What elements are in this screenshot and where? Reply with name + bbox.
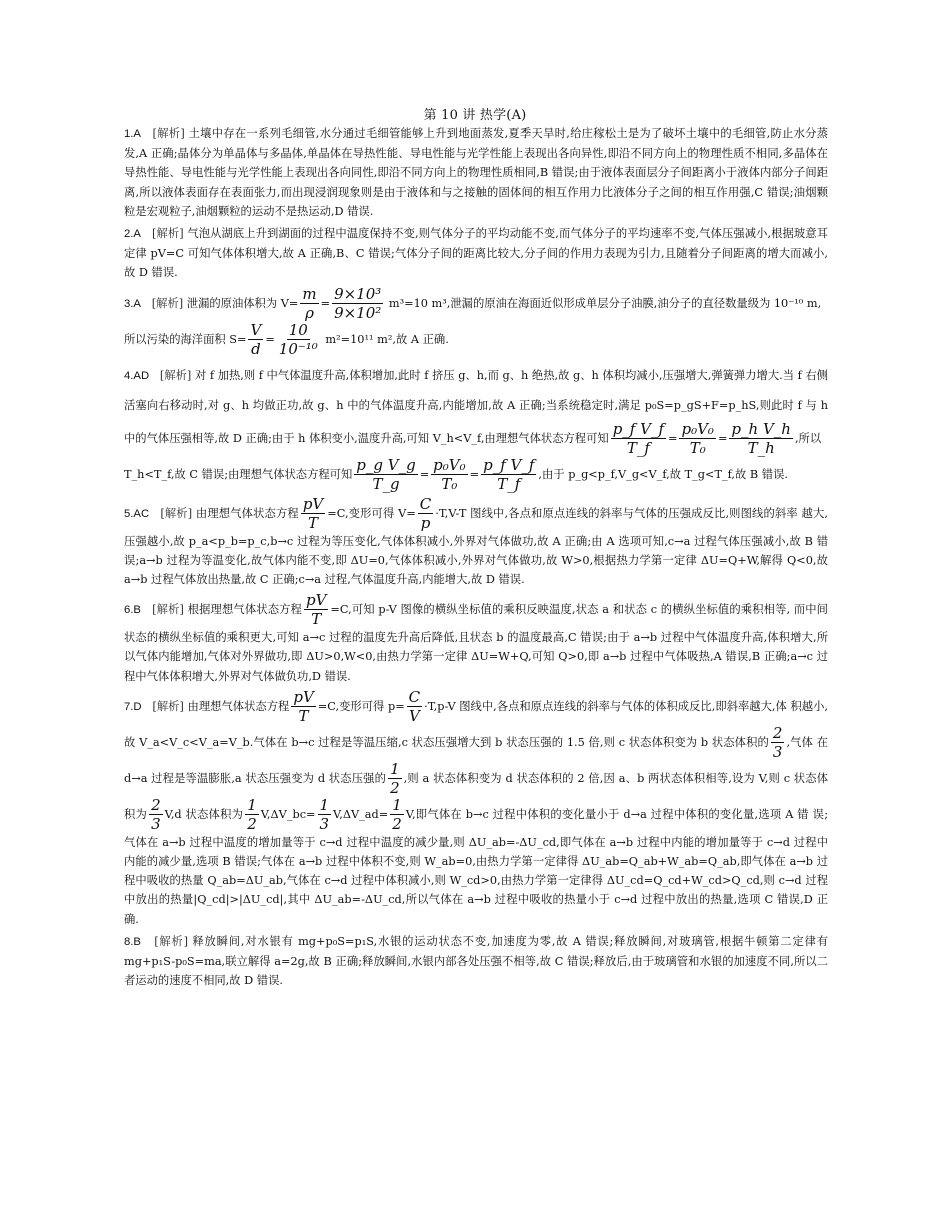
item-text: ,气体 [786,735,813,749]
analysis-tag: [解析] [160,506,193,520]
fraction: $\frac{2}{3}$ [772,723,783,761]
fraction: $\frac{\text{p\_h V\_h}}{T\_h}$ [731,419,791,457]
item-text: 而中间状态的横纵坐标值的乘积更大,可知 a→c 过程的温度先升高后降低,且状态 b 的温度最高,C 错误;由于 a→b 过程中气体温度升高,体积增大,所以气体内能增加,气体对外界做功,即 ΔU>0,W<0,由热力学第一定律 ΔU=W+Q,可知 Q>0,即 a→b 过程中气体吸热,A 错误,B 正确;a→c 过程中气体体积增大,外界对气体做负功,D 错误. [124,603,828,683]
item-text: =C,变形可得 p= [317,699,405,713]
answer-item-8 [124,932,828,991]
item-text: ,由于 p_g<p_f,V_g<V_f,故 T_g<T_f,故 B 错误. [538,467,788,481]
fraction: $\frac{\text{p\_f V\_f}}{T\_f}$ [612,419,665,457]
answer-item-4: 4.AD [解析] 对 f 加热,则 f 中气体温度升高,体积增加,此时 f 挤压 g、h,而 g、h 绝热,故 g、h 体积均减小,压强增大,弹簧弹力增大.当 f 右侧活塞向右移动时,对 g、h 均做正功,故 g、h 中的气体温度升高,内能增加,故 A 正确;当系统稳定时,满足 p₀S=p_gS+F=p_hS,则此时 f 与 h 中的气体压强相等,故 D 正确;由于 h 体积变小,温度升高,可知 V_h<V_f,由理想气体状态方程可知 $\frac{\text{p\_f V\_f}}{T\_f}$ = $\frac{\text{p₀V₀}}{\text{T₀}}$ = $\frac{\text{p\_h V\_h}}{T\_h}$ ,所以 T_h<T_f,故 C 错误;由理想气体状态方程可知 $\frac{\text{p\_g V\_g}}{T\_g}$ = $\frac{\text{p₀V₀}}{\text{T₀}}$ = $\frac{\text{p\_f V\_f}}{T\_f}$ ,由于 p_g<p_f,V_g<V_f,故 T_g<T_f,故 B 错误. [124,368,829,493]
fraction: $\frac{m}{\rho}$ [302,284,317,322]
item-text: T_h<T_f,故 C 错误;由理想气体状态方程可知 [124,467,353,481]
answer-item-3 [124,286,828,358]
item-text: =C,可知 p-V 图像的横纵坐标值的乘积反映温度,状态 a 和状态 c 的横纵坐标值的乘积相等, [330,603,791,617]
item-text: 根据理想气体状态方程 [187,603,302,617]
fraction: $\frac{C}{V}$ [408,687,421,725]
analysis-tag: [解析] [152,227,184,241]
item-text: V,d 状态体积为 [164,807,244,821]
item-text: 对 f 加热,则 f 中气体温度升高,体积增加,此时 f 挤压 g、h,而 g、h 绝热,故 g、h 体积均减小,压强增大,弹簧弹力增大.当 f 右侧活塞向右移动时,对 g、h 均做正功,故 g、h 中的气体温度升高,内能增加,故 A 正确;当系统稳定时,满足 p₀S=p_gS+F=p_hS,则此时 f [124,368,829,412]
item-text: ·T,V-T 图线中,各点和原点连线的斜率与气体的压强成反比,则图线的斜率 [435,506,798,520]
analysis-tag: [解析] [159,368,192,382]
page-title: 第 10 讲 热学(A) [423,108,527,123]
answer-item-7 [124,689,828,929]
item-text: m²=10¹¹ m²,故 A 正确. [321,332,449,346]
item-text: 在 d→a 过程是等温膨胀,a 状态压强变为 d 状态压强的 [124,735,829,785]
fraction: $\frac{1}{2}$ [247,795,257,833]
fraction: $\frac{1}{3}$ [319,795,330,833]
fraction: $\frac{pV}{T}$ [302,494,324,532]
fraction: $\frac{1}{2}$ [390,759,400,797]
item-text: 土壤中存在一系列毛细管,水分通过毛细管能够上升到地面蒸发,夏季天旱时,给庄稼松土是为了破坏土壤中的毛细管,防止水分蒸发,A 正确;晶体分为单晶体与多晶体,单晶体在导热性能、导电性能与光学性能上表现出各向异性,即沿不同方向上的物理性质不相同,多晶体在导热性能、导电性能与光学性能上表现出各向同性,即沿不同方向上的物理性质相同,B 错误;由于液体表面层分子间距离小于液体内部分子间距离,所以液体表面存在表面张力,而出现浸润现象则是由于液体和与之接触的固体间的相互作用力比液体分子之间的相互作用强,C 错误;油烟颗粒是宏观粒子,油烟颗粒的运动不是热运动,D 错误. [124,127,828,218]
item-text: 气泡从湖底上升到湖面的过程中温度保持不变,则气体分子的平均动能不变,而气体分子的平均速率不变,气体压强减小,根据玻意耳定律 pV=C 可知气体体积增大,故 A 正确,B、C 错误;气体分子间的距离比较大,分子间的作用力表现为引力,且随着分子间距离的增大而减小,故 D 错误. [124,227,828,280]
fraction: $\frac{2}{3}$ [151,795,161,833]
item-number: 4.AD [124,369,150,382]
fraction: $\frac{\text{p₀V₀}}{\text{T₀}}$ [681,419,714,457]
item-text: 所以污染的海洋面积 S= [124,332,247,346]
fraction: $\frac{\text{p\_f V\_f}}{T\_f}$ [483,455,535,493]
item-text: 积越小,故 V_a<V_c<V_a=V_b.气体在 b→c 过程是等温压缩,c 状态压强增大到 b 状态压强的 1.5 倍,则 c 状态体积变为 b 状态体积的 [124,699,828,749]
item-number: 1.A [124,128,141,140]
item-number: 3.A [124,297,141,310]
item-text: 误;气体在 a→b 过程中温度的增加量等于 c→d 过程中温度的减少量,则 ΔU_ab=-ΔU_cd,即气体在 a→b 过程中内能的增加量等于 c→d 过程中内能的减少量,选项 B 错误;气体在 a→b 过程中体积不变,则 W_ab=0,由热力学第一定律得 ΔU_ab=Q_ab+W_ab=Q_ab,即气体在 a→b 过程中吸收的热量 Q_ab=ΔU_ab,气体在 c→d 过程中体积减小,则 W_cd>0,由热力学第一定律得 ΔU_cd=Q_cd+W_cd>Q_cd,则 c→d 过程中放出的热量|Q_cd|>|ΔU_cd|,其中 ΔU_ab=-ΔU_cd,所以气体在 a→b 过程中吸收的热量小于 c→d 过程中放出的热量,选项 C 错误,D 正确. [124,807,829,926]
answer-content [124,124,828,993]
item-text: ,则 a 状态体积变为 d 状态体积的 2 倍,因 a、b 两状态体积相等,设为 V,则 c [403,771,791,785]
analysis-tag: [解析] [152,127,185,140]
item-text: 越大,压强越小,故 p_a<p_b=p_c,b→c 过程为等压变化,气体体积减小,外界对气体做功,故 A 正确;由 A 选项可知,c→a 过程气体压强减小,故 B 错误;a→b 过程为等温变化,故气体内能不变,即 ΔU=0,气体体积减小,外界对气体做功,故 W>0,根据热力学第一定律 ΔU=Q+W,解得 Q<0,故 a→b 过程气体放出热量,故 C 正确;c→a 过程,气体温度升高,内能增大,故 D 错误. [124,506,828,587]
analysis-tag: [解析] [152,699,184,713]
item-text: 释放瞬间,对水银有 mg+p₀S=p₁S,水银的运动状态不变,加速度为零,故 A 错误;释放瞬间,对玻璃管,根据牛顿第二定律有 mg+p₁S-p₀S=ma,联立解得 a=2g,故 B 正确;释放瞬间,水银内部各处压强不相等,故 C 错误;释放后,由于玻璃管和水银的加速度不同,所以二者运动的速度不相同,故 D 错误. [124,934,828,988]
answer-item-6 [124,592,828,686]
item-text: =C,变形可得 V= [327,506,416,520]
fraction: $\frac{\text{9×10³}}{\text{9×10²}}$ [334,284,382,322]
item-text: 状态体积为 [124,771,828,821]
item-number: 7.D [124,700,142,713]
item-number: 2.A [124,228,141,241]
item-text: V,ΔV_ad= [333,807,389,821]
analysis-tag: [解析] [152,603,184,617]
item-number: 8.B [124,935,141,948]
item-number: 6.B [124,604,141,617]
item-text: 由理想气体状态方程 [187,699,290,713]
analysis-tag: [解析] [154,934,189,948]
item-text: ·T,p-V 图线中,各点和原点连线的斜率与气体的体积成反比,即斜率越大,体 [424,699,787,713]
answer-item-1 [124,124,828,221]
item-text: 由理想气体状态方程 [195,506,299,520]
answer-item-2 [124,224,828,283]
fraction: $\frac{10}{\text{10⁻¹⁰}}$ [278,320,318,358]
analysis-tag: [解析] [151,296,184,310]
fraction: $\frac{V}{d}$ [250,320,262,358]
equals-sign: = [320,296,331,310]
fraction: $\frac{\text{p₀V₀}}{\text{T₀}}$ [433,455,466,493]
item-text: V,ΔV_bc= [260,807,316,821]
item-text: 泄漏的原油体积为 V= [186,296,299,310]
fraction: $\frac{pV}{T}$ [293,687,314,725]
item-number: 5.AC [124,507,150,520]
equals-sign: = [265,332,275,346]
fraction: $\frac{\text{p\_g V\_g}}{T\_g}$ [356,455,416,493]
fraction: $\frac{pV}{T}$ [305,591,327,629]
fraction: $\frac{C}{p}$ [419,494,432,532]
item-text: V,即气体在 b→c 过程中体积的变化量小于 d→a 过程中体积的变化量,选项 A 错 [405,807,809,821]
fraction: $\frac{1}{2}$ [392,795,402,833]
answer-item-5 [124,496,828,590]
item-text: m³=10 m³,泄漏的原油在海面近似形成单层分子油膜,油分子的直径数量级为 10⁻¹⁰ m, [385,296,822,310]
item-text: 与 h 中的气体压强相等,故 D 正确;由于 h 体积变小,温度升高,可知 V_h<V_f,由理想气体状态方程可知 [124,398,828,445]
item-text: ,所以 [794,431,822,445]
